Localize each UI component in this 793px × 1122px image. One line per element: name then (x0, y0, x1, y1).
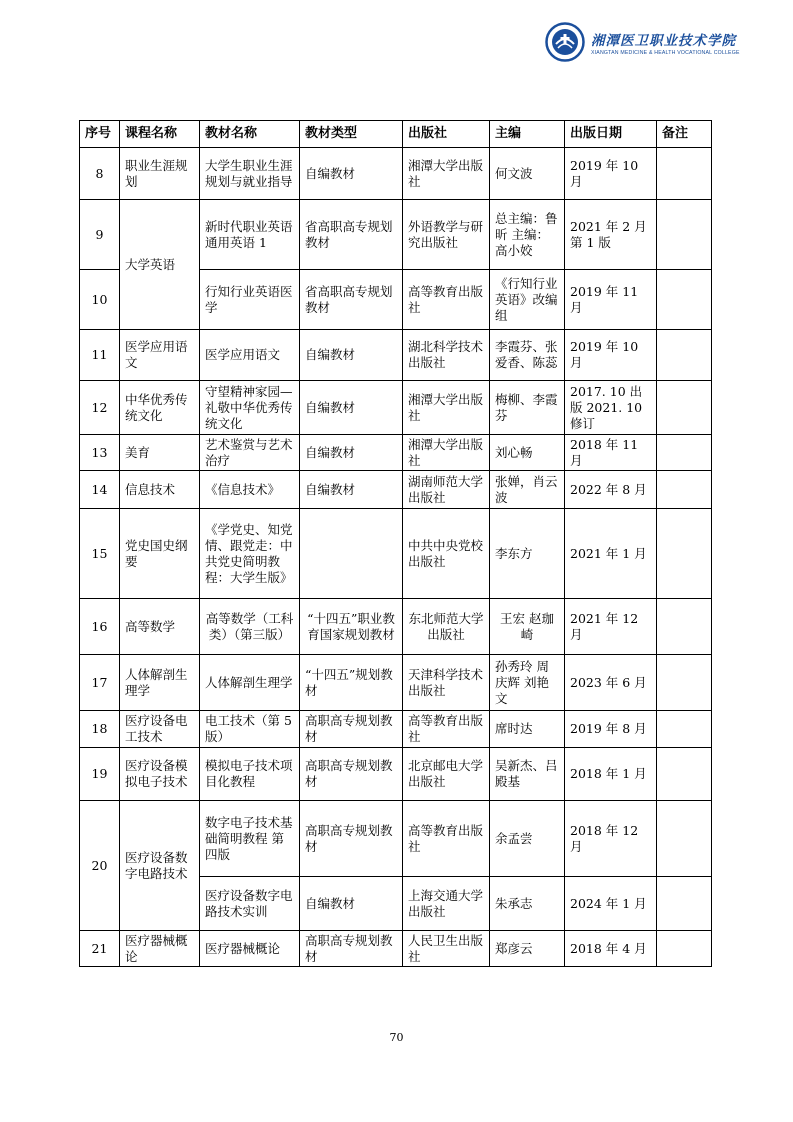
cell-course: 人体解剖生理学 (120, 655, 200, 711)
cell-note (657, 801, 712, 877)
cell-no: 17 (80, 655, 120, 711)
logo-chinese-name: 湘潭医卫职业技术学院 (591, 32, 736, 49)
col-header-textbook: 教材名称 (200, 121, 300, 148)
table-row (80, 330, 712, 381)
table-row (80, 200, 712, 270)
cell-date: 2019 年 11 月 (565, 270, 657, 330)
cell-editor: 李霞芬、张爱香、陈蕊 (490, 330, 565, 381)
cell-textbook: 医学应用语文 (200, 330, 300, 381)
cell-editor: 朱承志 (490, 877, 565, 931)
cell-type: “十四五”职业教育国家规划教材 (300, 599, 403, 655)
cell-no: 16 (80, 599, 120, 655)
table-row (80, 801, 712, 877)
cell-date: 2021 年 1 月 (565, 509, 657, 599)
col-header-editor: 主编 (490, 121, 565, 148)
college-logo (545, 22, 765, 62)
cell-course: 中华优秀传统文化 (120, 381, 200, 435)
table-header-row (80, 121, 712, 148)
cell-note (657, 655, 712, 711)
cell-note (657, 435, 712, 471)
table-row (80, 748, 712, 801)
cell-type: 自编教材 (300, 148, 403, 200)
table-row (80, 435, 712, 471)
cell-no: 11 (80, 330, 120, 381)
table-row (80, 711, 712, 748)
cell-editor: 席时达 (490, 711, 565, 748)
cell-type: 自编教材 (300, 381, 403, 435)
cell-publisher: 北京邮电大学出版社 (403, 748, 490, 801)
cell-type: 高职高专规划教材 (300, 931, 403, 967)
cell-type: 省高职高专规划教材 (300, 200, 403, 270)
cell-no: 13 (80, 435, 120, 471)
cell-note (657, 509, 712, 599)
table-row (80, 148, 712, 200)
cell-textbook: 高等数学（工科类）（第三版） (200, 599, 300, 655)
cell-textbook: 《学党史、知党情、跟党走：中共党史简明教程：大学生版》 (200, 509, 300, 599)
cell-no: 18 (80, 711, 120, 748)
cell-note (657, 599, 712, 655)
cell-editor: 梅柳、李霞芬 (490, 381, 565, 435)
table-row (80, 655, 712, 711)
cell-note (657, 270, 712, 330)
cell-date: 2024 年 1 月 (565, 877, 657, 931)
cell-publisher: 湘潭大学出版社 (403, 148, 490, 200)
cell-publisher: 中共中央党校出版社 (403, 509, 490, 599)
cell-type: 高职高专规划教材 (300, 801, 403, 877)
cell-type: “十四五”规划教材 (300, 655, 403, 711)
col-header-publisher: 出版社 (403, 121, 490, 148)
cell-textbook: 守望精神家园—礼敬中华优秀传统文化 (200, 381, 300, 435)
cell-course: 医疗设备数字电路技术 (120, 801, 200, 931)
cell-publisher: 高等教育出版社 (403, 801, 490, 877)
cell-type: 省高职高专规划教材 (300, 270, 403, 330)
cell-editor: 余孟尝 (490, 801, 565, 877)
cell-publisher: 湖南师范大学出版社 (403, 471, 490, 509)
cell-course: 医疗设备电工技术 (120, 711, 200, 748)
cell-editor: 李东方 (490, 509, 565, 599)
cell-publisher: 湖北科学技术出版社 (403, 330, 490, 381)
cell-date: 2023 年 6 月 (565, 655, 657, 711)
cell-no: 10 (80, 270, 120, 330)
cell-course: 医学应用语文 (120, 330, 200, 381)
cell-course: 信息技术 (120, 471, 200, 509)
cell-date: 2018 年 12 月 (565, 801, 657, 877)
cell-type: 自编教材 (300, 330, 403, 381)
cell-textbook: 数字电子技术基础简明教程 第四版 (200, 801, 300, 877)
cell-type: 自编教材 (300, 435, 403, 471)
table-row (80, 381, 712, 435)
cell-publisher: 上海交通大学出版社 (403, 877, 490, 931)
cell-publisher: 湘潭大学出版社 (403, 435, 490, 471)
cell-course: 高等数学 (120, 599, 200, 655)
table-row (80, 931, 712, 967)
cell-publisher: 东北师范大学出版社 (403, 599, 490, 655)
cell-editor: 吴新杰、吕殿基 (490, 748, 565, 801)
table-row (80, 471, 712, 509)
cell-textbook: 医疗设备数字电路技术实训 (200, 877, 300, 931)
cell-no: 15 (80, 509, 120, 599)
cell-publisher: 外语教学与研究出版社 (403, 200, 490, 270)
cell-note (657, 711, 712, 748)
cell-date: 2018 年 11 月 (565, 435, 657, 471)
col-header-note: 备注 (657, 121, 712, 148)
cell-editor: 总主编：鲁昕 主编：高小姣 (490, 200, 565, 270)
cell-type: 高职高专规划教材 (300, 748, 403, 801)
textbook-table (79, 120, 712, 967)
cell-date: 2019 年 10 月 (565, 330, 657, 381)
cell-date: 2018 年 1 月 (565, 748, 657, 801)
cell-publisher: 高等教育出版社 (403, 711, 490, 748)
cell-note (657, 748, 712, 801)
cell-note (657, 200, 712, 270)
cell-textbook: 模拟电子技术项目化教程 (200, 748, 300, 801)
cell-course: 美育 (120, 435, 200, 471)
cell-course: 职业生涯规划 (120, 148, 200, 200)
cell-no: 14 (80, 471, 120, 509)
cell-type (300, 509, 403, 599)
cell-textbook: 医疗器械概论 (200, 931, 300, 967)
cell-editor: 何文波 (490, 148, 565, 200)
cell-date: 2018 年 4 月 (565, 931, 657, 967)
cell-course: 医疗器械概论 (120, 931, 200, 967)
col-header-date: 出版日期 (565, 121, 657, 148)
col-header-no: 序号 (80, 121, 120, 148)
cell-date: 2017. 10 出版 2021. 10 修订 (565, 381, 657, 435)
cell-type: 自编教材 (300, 877, 403, 931)
cell-no: 9 (80, 200, 120, 270)
cell-textbook: 新时代职业英语通用英语 1 (200, 200, 300, 270)
cell-note (657, 381, 712, 435)
cell-textbook: 人体解剖生理学 (200, 655, 300, 711)
cell-textbook: 《信息技术》 (200, 471, 300, 509)
cell-editor: 《行知行业英语》改编组 (490, 270, 565, 330)
cell-course: 大学英语 (120, 200, 200, 330)
college-emblem-icon (545, 22, 585, 62)
cell-no: 21 (80, 931, 120, 967)
cell-textbook: 大学生职业生涯规划与就业指导 (200, 148, 300, 200)
cell-note (657, 330, 712, 381)
cell-editor: 刘心畅 (490, 435, 565, 471)
cell-no: 12 (80, 381, 120, 435)
cell-no: 8 (80, 148, 120, 200)
cell-date: 2021 年 12 月 (565, 599, 657, 655)
page-number: 70 (389, 1031, 404, 1044)
cell-course: 党史国史纲要 (120, 509, 200, 599)
table-row (80, 599, 712, 655)
cell-type: 自编教材 (300, 471, 403, 509)
cell-editor: 张婵，肖云波 (490, 471, 565, 509)
col-header-course: 课程名称 (120, 121, 200, 148)
cell-note (657, 148, 712, 200)
cell-date: 2021 年 2 月 第 1 版 (565, 200, 657, 270)
cell-no: 20 (80, 801, 120, 931)
cell-date: 2019 年 8 月 (565, 711, 657, 748)
cell-textbook: 行知行业英语医学 (200, 270, 300, 330)
table-row (80, 509, 712, 599)
cell-date: 2022 年 8 月 (565, 471, 657, 509)
cell-publisher: 湘潭大学出版社 (403, 381, 490, 435)
logo-english-name: XIANGTAN MEDICINE & HEALTH VOCATIONAL COLLEGE (591, 49, 740, 56)
cell-publisher: 天津科学技术出版社 (403, 655, 490, 711)
cell-type: 高职高专规划教材 (300, 711, 403, 748)
col-header-type: 教材类型 (300, 121, 403, 148)
cell-editor: 王宏 赵珈崎 (490, 599, 565, 655)
cell-publisher: 高等教育出版社 (403, 270, 490, 330)
cell-course: 医疗设备模拟电子技术 (120, 748, 200, 801)
cell-date: 2019 年 10 月 (565, 148, 657, 200)
cell-publisher: 人民卫生出版社 (403, 931, 490, 967)
cell-editor: 孙秀玲 周庆辉 刘艳文 (490, 655, 565, 711)
cell-no: 19 (80, 748, 120, 801)
cell-note (657, 471, 712, 509)
cell-note (657, 877, 712, 931)
cell-editor: 郑彦云 (490, 931, 565, 967)
cell-textbook: 艺术鉴赏与艺术治疗 (200, 435, 300, 471)
cell-textbook: 电工技术（第 5 版） (200, 711, 300, 748)
cell-note (657, 931, 712, 967)
